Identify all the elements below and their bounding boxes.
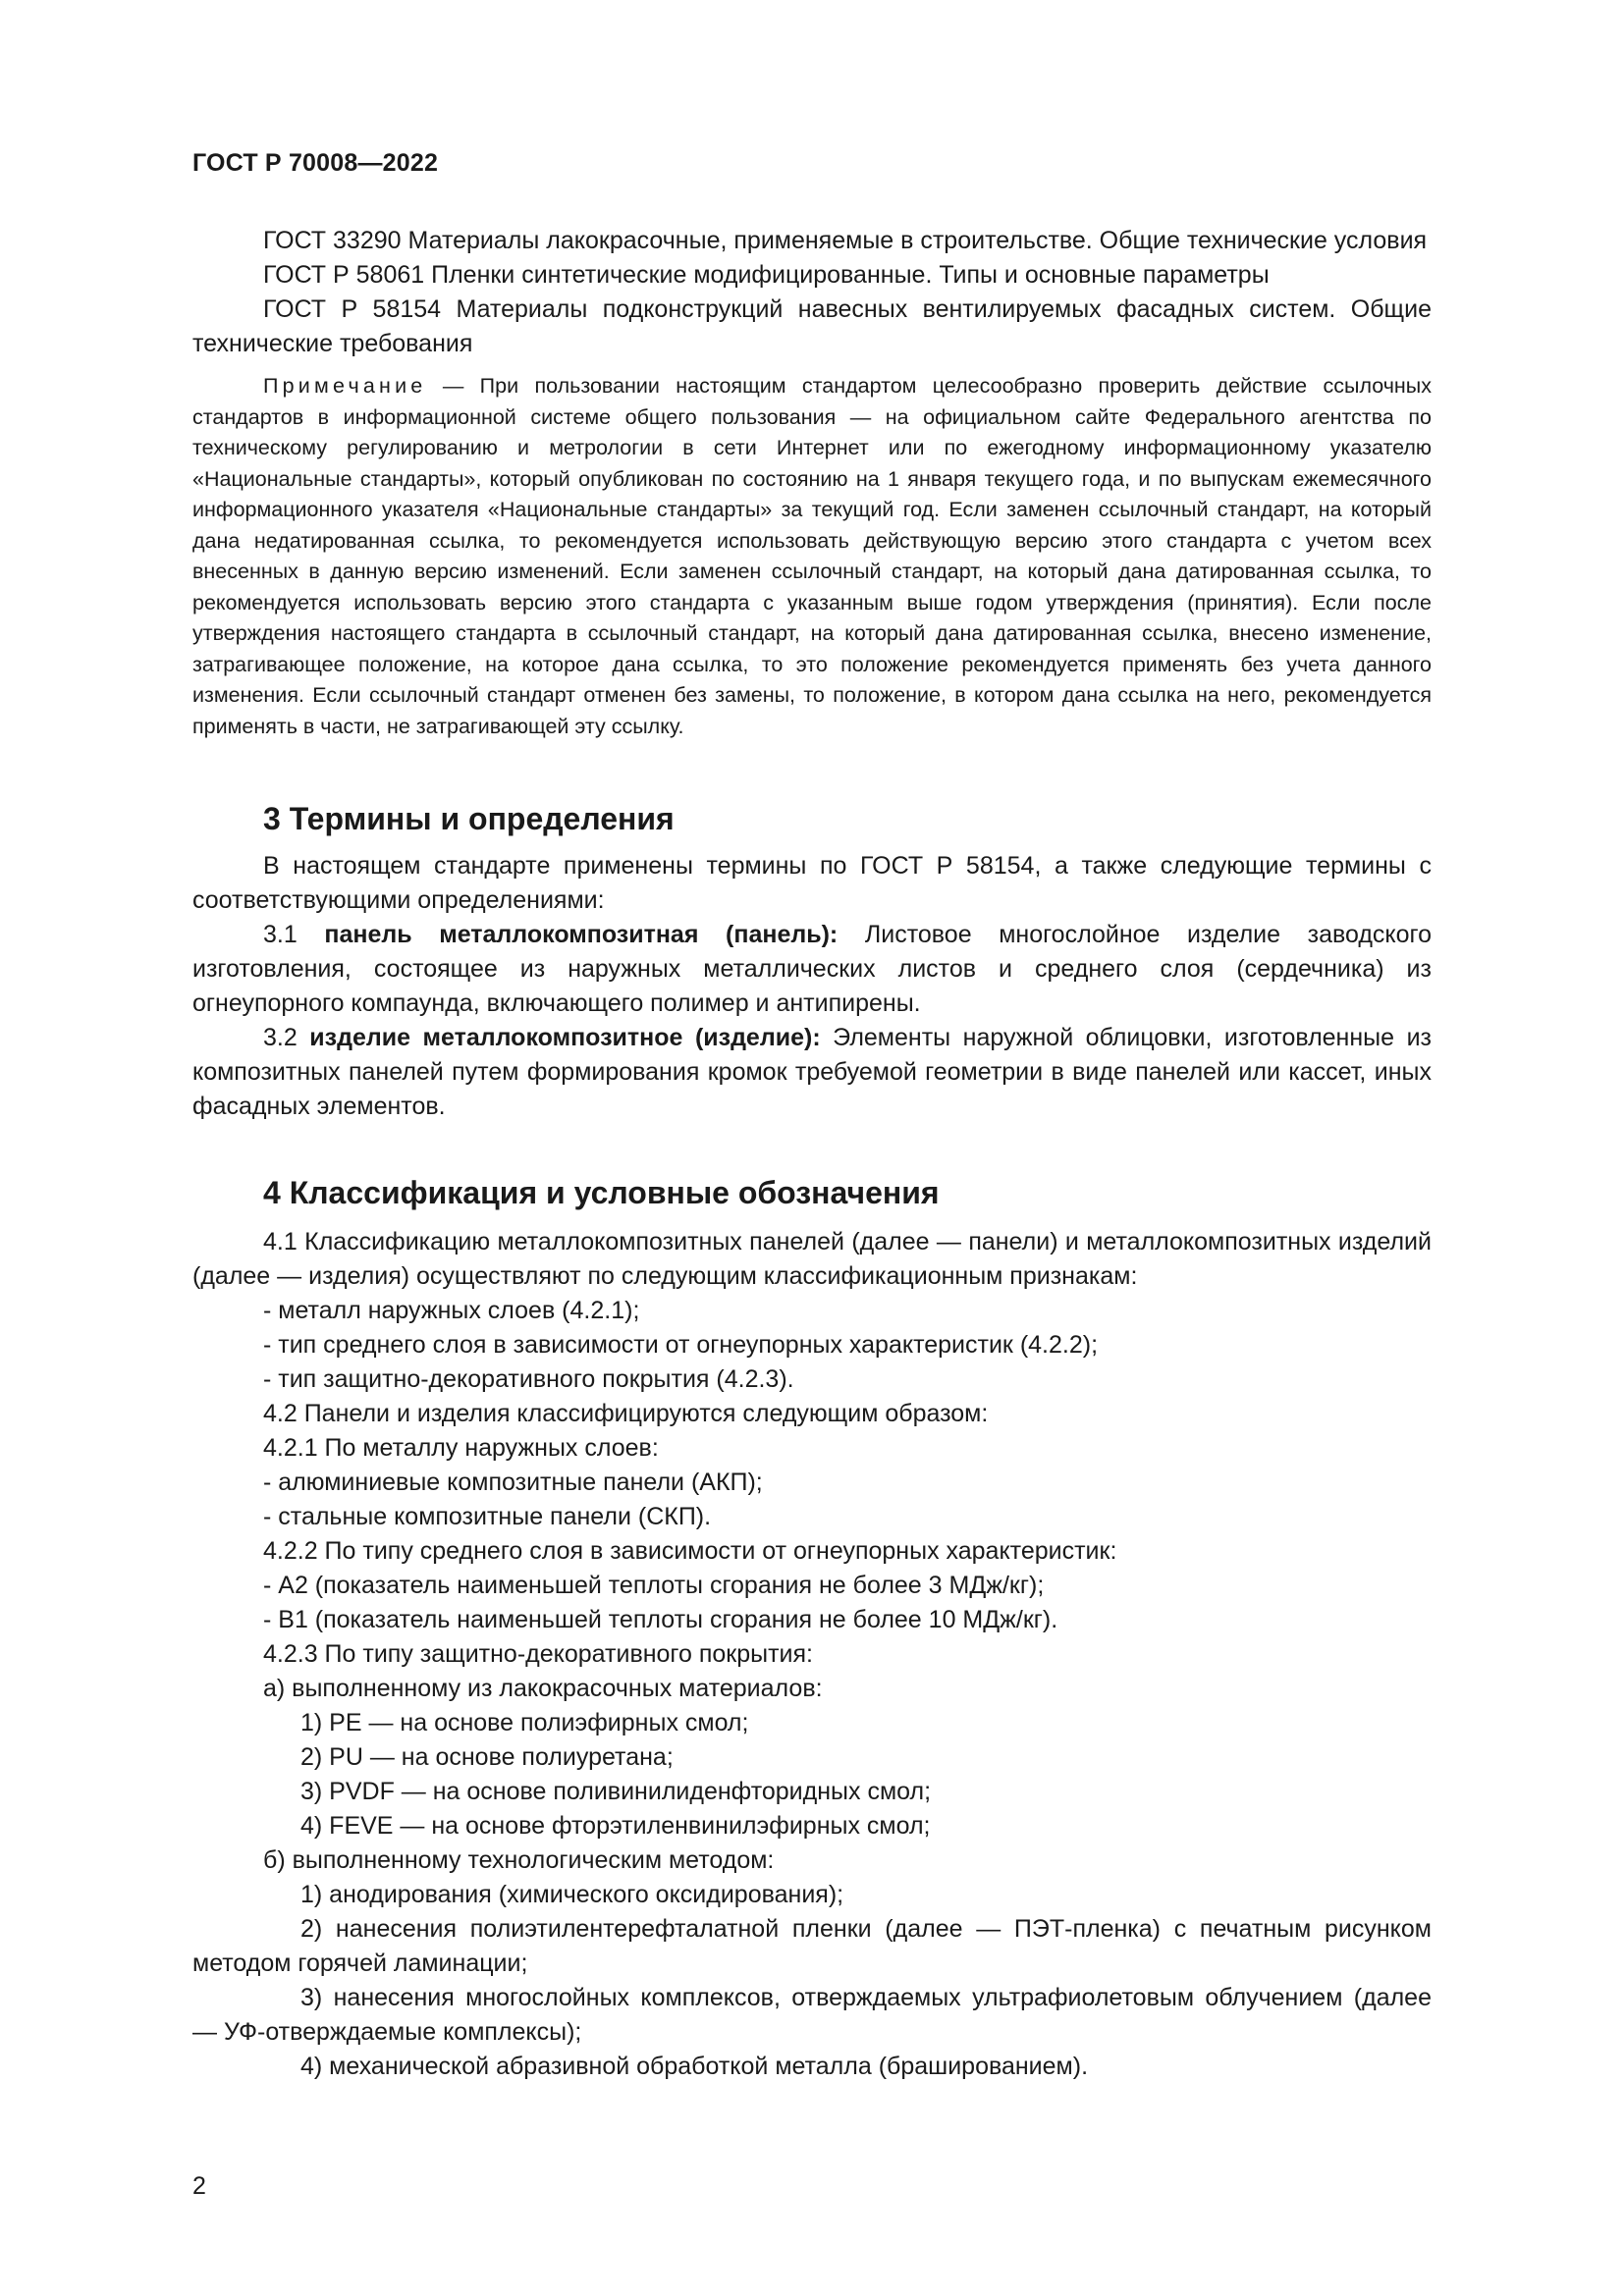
section-4-heading: 4 Классификация и условные обозначения [263,1175,940,1210]
term-name: панель металлокомпозитная (панель): [324,921,839,948]
term-number: 3.1 [263,921,325,948]
clause-4-2-1: 4.2.1 По металлу наружных слоев: [263,1434,659,1462]
reference-gost-58154: ГОСТ Р 58154 Материалы подконструкций навесных вентилируемых фасадных систем. Общие технические требования [192,295,1432,357]
list-item: - алюминиевые композитные панели (АКП); [263,1468,763,1496]
clause-4-1: 4.1 Классификацию металлокомпозитных панелей (далее — панели) и металлокомпозитных изделий (далее — изделия) осуществляют по следующим классификационным признакам: [192,1228,1432,1290]
note-text: — При пользовании настоящим стандартом целесообразно проверить действие ссылочных стандартов в информационной системе общего пользования — на официальном сайте Федерального агентства по техническому регулированию и метрологии в сети Интернет или по ежегодному информационному указателю «Национальные стандарты», который опубликован по состоянию на 1 января текущего года, и по выпускам ежемесячного информационного указателя «Национальные стандарты» за текущий год. Если заменен ссылочный стандарт, на который дана недатированная ссылка, то рекомендуется использовать действующую версию этого стандарта с учетом всех внесенных в данную версию изменений. Если заменен ссылочный стандарт, на который дана датированная ссылка, то рекомендуется использовать версию этого стандарта с указанным выше годом утверждения (принятия). Если после утверждения настоящего стандарта в ссылочный стандарт, на который дана датированная ссылка, внесено изменение, затрагивающее положение, на которое дана ссылка, то это положение рекомендуется применять без учета данного изменения. Если ссылочный стандарт отменен без замены, то положение, в котором дана ссылка на него, рекомендуется применять в части, не затрагивающей эту ссылку. [192,374,1432,738]
list-item: 4) механической абразивной обработкой металла (брашированием). [300,2053,1089,2080]
term-definition: Элементы наружной облицовки, изготовленные из композитных панелей путем формирования кромок требуемой геометрии в виде панелей или кассет, иных фасадных элементов. [192,1024,1432,1120]
clause-4-2-2: 4.2.2 По типу среднего слоя в зависимости от огнеупорных характеристик: [263,1537,1117,1565]
list-item: 3) PVDF — на основе поливинилиденфторидных смол; [300,1778,932,1805]
section-3-intro: В настоящем стандарте применены термины по ГОСТ Р 58154, а также следующие термины с соответствующими определениями: [192,852,1432,914]
page-content [192,224,1432,2084]
list-item: - А2 (показатель наименьшей теплоты сгорания не более 3 МДж/кг); [263,1572,1045,1599]
normative-references-note [192,371,1432,742]
page-number: 2 [192,2172,206,2200]
reference-gost-58061: ГОСТ Р 58061 Пленки синтетические модифицированные. Типы и основные параметры [263,261,1270,289]
term-3-2 [192,1021,1432,1124]
list-item: - стальные композитные панели (СКП). [263,1503,712,1530]
list-item: 1) PE — на основе полиэфирных смол; [300,1709,749,1736]
term-name: изделие металлокомпозитное (изделие): [309,1024,821,1051]
list-item: 4) FEVE — на основе фторэтиленвинилэфирных смол; [300,1812,931,1840]
list-item: - тип защитно-декоративного покрытия (4.2.3). [263,1365,794,1393]
list-item: 2) PU — на основе полиуретана; [300,1743,674,1771]
list-item: - В1 (показатель наименьшей теплоты сгорания не более 10 МДж/кг). [263,1606,1058,1633]
term-number: 3.2 [263,1024,310,1051]
list-item: 2) нанесения полиэтилентерефталатной пленки (далее — ПЭТ-пленка) с печатным рисунком методом горячей ламинации; [192,1915,1432,1977]
reference-gost-33290: ГОСТ 33290 Материалы лакокрасочные, применяемые в строительстве. Общие технические условия [263,227,1428,254]
list-item: 3) нанесения многослойных комплексов, отверждаемых ультрафиолетовым облучением (далее — УФ-отверждаемые комплексы); [192,1984,1432,2046]
note-label: Примечание [263,374,427,398]
section-3-heading: 3 Термины и определения [263,801,675,836]
clause-4-2-3: 4.2.3 По типу защитно-декоративного покрытия: [263,1640,813,1668]
term-definition: Листовое многослойное изделие заводского изготовления, состоящее из наружных металлических листов и среднего слоя (сердечника) из огнеупорного компаунда, включающего полимер и антипирены. [192,921,1433,1017]
document-code-header: ГОСТ Р 70008—2022 [192,149,439,177]
item-b: б) выполненному технологическим методом: [263,1846,775,1874]
term-3-1 [192,918,1432,1021]
list-item: - тип среднего слоя в зависимости от огнеупорных характеристик (4.2.2); [263,1331,1099,1359]
item-a: а) выполненному из лакокрасочных материалов: [263,1675,823,1702]
list-item: - металл наружных слоев (4.2.1); [263,1297,640,1324]
list-item: 1) анодирования (химического оксидирования); [300,1881,844,1908]
clause-4-2: 4.2 Панели и изделия классифицируются следующим образом: [263,1400,989,1427]
